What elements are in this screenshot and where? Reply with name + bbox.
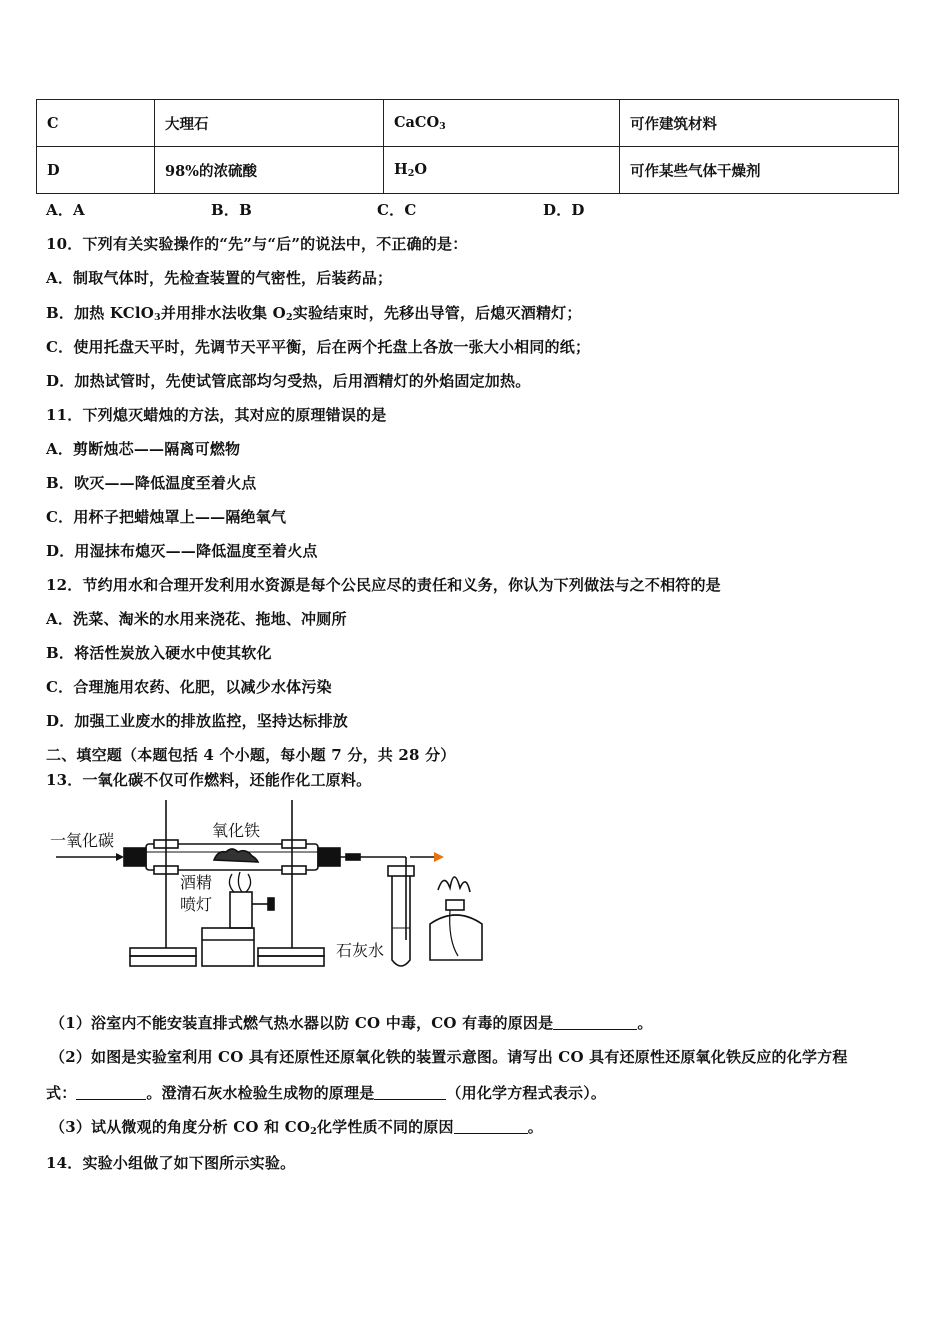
table-cell-letter: C [37, 100, 155, 147]
apparatus-diagram [46, 800, 486, 975]
q10-option-b: B．加热 KClO$_3$并用排水法收集 $O_2$实验结束时，先移出导管，后熄灭酒精灯； [46, 304, 582, 323]
q10-stem: 10．下列有关实验操作的“先”与“后”的说法中，不正确的是： [46, 235, 468, 253]
answer-blank[interactable] [374, 1085, 446, 1100]
table-cell-use: 可作某些气体干燥剂 [620, 147, 899, 194]
q13-part2-line1: （2）如图是实验室利用 CO 具有还原性还原氧化铁的装置示意图。请写出 CO 具有还原性还原氧化铁反应的化学方程 [50, 1048, 848, 1066]
q13-part3: （3）试从微观的角度分析 CO 和 $CO_2$化学性质不同的原因 。 [50, 1118, 543, 1137]
answer-blank[interactable] [454, 1119, 528, 1134]
q13-part1: （1）浴室内不能安装直排式燃气热水器以防 CO 中毒，CO 有毒的原因是 。 [50, 1014, 653, 1032]
choice-a: A．A [46, 201, 85, 219]
q13-part2-line2: 式： 。澄清石灰水检验生成物的原理是 （用化学方程式表示）。 [46, 1084, 607, 1102]
label-lamp-1: 酒精 [180, 873, 213, 892]
table-cell-formula: CaCO$_3$ [384, 100, 620, 147]
table-cell-use: 可作建筑材料 [620, 100, 899, 147]
q11-option-d: D．用湿抹布熄灭——降低温度至着火点 [46, 542, 318, 560]
q14-stem: 14．实验小组做了如下图所示实验。 [46, 1154, 296, 1172]
q11-option-b: B．吹灭——降低温度至着火点 [46, 474, 257, 492]
table-cell-name: 大理石 [155, 100, 384, 147]
q11-option-a: A．剪断烛芯——隔离可燃物 [46, 440, 241, 458]
q12-option-c: C．合理施用农药、化肥，以减少水体污染 [46, 678, 332, 696]
table-row [37, 100, 899, 147]
table-row [37, 147, 899, 194]
q10-option-d: D．加热试管时，先使试管底部均匀受热，后用酒精灯的外焰固定加热。 [46, 372, 531, 390]
table-cell-formula: $H_2O$ [384, 147, 620, 194]
answer-blank[interactable] [553, 1015, 637, 1030]
q13-stem: 13．一氧化碳不仅可作燃料，还能作化工原料。 [46, 771, 372, 789]
section-heading: 二、填空题（本题包括 4 个小题，每小题 7 分，共 28 分） [46, 746, 456, 764]
choice-b: B．B [211, 201, 252, 219]
q11-stem: 11．下列熄灭蜡烛的方法，其对应的原理错误的是 [46, 406, 387, 424]
choice-c: C．C [377, 201, 417, 219]
table-cell-letter: D [37, 147, 155, 194]
choice-d: D．D [543, 201, 585, 219]
q12-option-b: B．将活性炭放入硬水中使其软化 [46, 644, 272, 662]
label-fe2o3: 氧化铁 [212, 821, 261, 840]
q12-option-d: D．加强工业废水的排放监控，坚持达标排放 [46, 712, 349, 730]
label-limewater: 石灰水 [336, 941, 385, 960]
label-lamp-2: 喷灯 [180, 895, 213, 914]
answer-blank[interactable] [76, 1085, 146, 1100]
q12-option-a: A．洗菜、淘米的水用来浇花、拖地、冲厕所 [46, 610, 347, 628]
q10-option-c: C．使用托盘天平时，先调节天平平衡，后在两个托盘上各放一张大小相同的纸； [46, 338, 591, 356]
label-co: 一氧化碳 [50, 831, 115, 850]
q11-option-c: C．用杯子把蜡烛罩上——隔绝氧气 [46, 508, 287, 526]
q10-option-a: A．制取气体时，先检查装置的气密性，后装药品； [46, 269, 393, 287]
q12-stem: 12．节约用水和合理开发利用水资源是每个公民应尽的责任和义务，你认为下列做法与之不相符的是 [46, 576, 721, 594]
table-cell-name: 98%的浓硫酸 [155, 147, 384, 194]
options-table [36, 99, 899, 194]
